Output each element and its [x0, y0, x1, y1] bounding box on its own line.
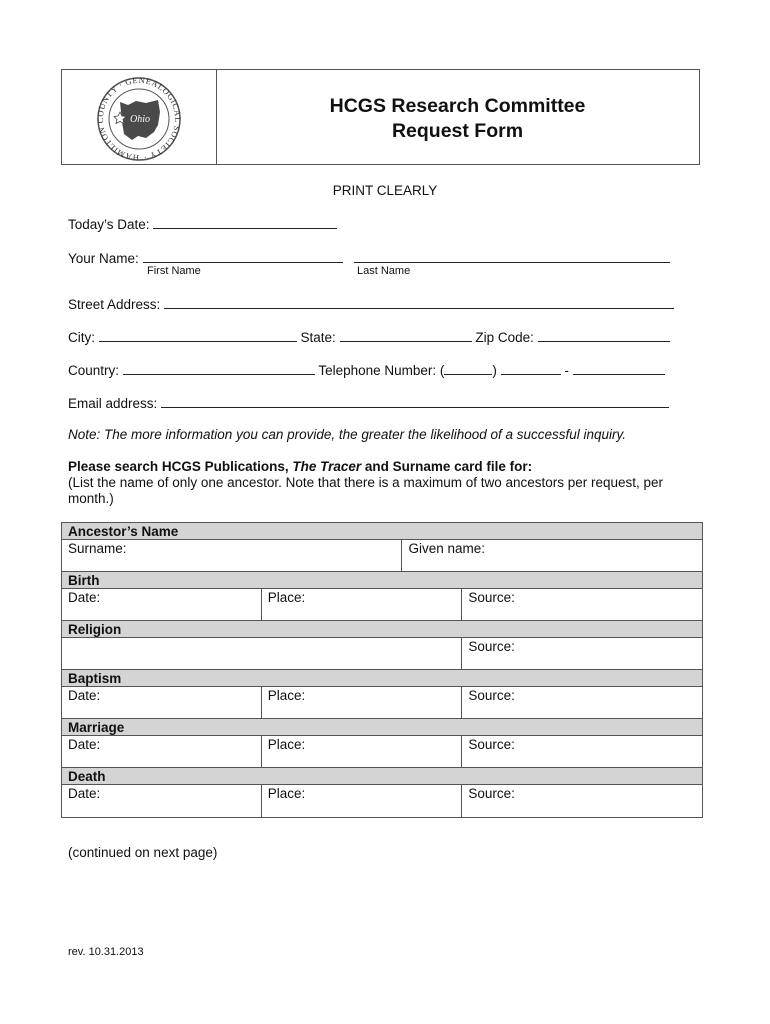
street-address-label: Street Address:: [68, 297, 161, 312]
given-name-cell[interactable]: [402, 540, 703, 572]
title-line-2: Request Form: [391, 120, 524, 142]
birth-source-cell[interactable]: [462, 589, 703, 621]
country-label: Country:: [68, 363, 120, 378]
death-date-cell[interactable]: [62, 785, 262, 818]
note-text: Note: The more information you can provide, the greater the likelihood of a successful inquiry.: [68, 427, 627, 442]
ancestor-table: [61, 522, 703, 818]
marriage-date-cell[interactable]: [62, 736, 262, 768]
instructions-heading-part1: Please search HCGS Publications,: [68, 459, 293, 474]
telephone-dash: -: [564, 363, 569, 378]
death-source-label: Source:: [468, 786, 515, 801]
death-place-label: Place:: [267, 786, 306, 801]
city-field[interactable]: [99, 328, 297, 342]
marriage-source-cell[interactable]: [462, 736, 703, 768]
continued-note: (continued on next page): [68, 845, 218, 860]
instructions-heading-part2: and Surname card file for:: [361, 459, 533, 474]
death-place-cell[interactable]: [261, 785, 462, 818]
baptism-place-label: Place:: [267, 688, 306, 703]
given-name-label: Given name:: [408, 541, 486, 556]
svg-text:HAMILTON COUNTY · GENEALOGICAL: HAMILTON COUNTY · GENEALOGICAL SOCIETY ·: [94, 74, 184, 164]
logo-cell: [62, 70, 217, 164]
country-telephone-row: [68, 361, 665, 378]
street-address-field[interactable]: [164, 295, 674, 309]
revision-label: rev. 10.31.2013: [68, 946, 144, 958]
baptism-place-cell[interactable]: [261, 687, 462, 719]
telephone-label: Telephone Number: (: [318, 363, 445, 378]
your-name-label: Your Name:: [68, 251, 139, 266]
marriage-header: Marriage: [62, 719, 703, 736]
city-state-zip-row: [68, 328, 670, 345]
marriage-source-label: Source:: [468, 737, 515, 752]
ancestors-name-header: Ancestor’s Name: [62, 523, 703, 540]
last-name-caption: Last Name: [357, 265, 411, 277]
header-box: [61, 69, 700, 165]
telephone-prefix-field[interactable]: [501, 361, 561, 375]
title-line-1: HCGS Research Committee: [329, 95, 586, 117]
your-name-row: [68, 249, 670, 266]
city-label: City:: [68, 330, 95, 345]
marriage-date-label: Date:: [68, 737, 101, 752]
religion-cell[interactable]: [62, 638, 462, 670]
telephone-area-code-field[interactable]: [444, 361, 492, 375]
birth-date-label: Date:: [68, 590, 101, 605]
birth-source-label: Source:: [468, 590, 515, 605]
surname-label: Surname:: [68, 541, 127, 556]
surname-cell[interactable]: [62, 540, 402, 572]
todays-date-row: [68, 215, 337, 232]
email-label: Email address:: [68, 396, 158, 411]
todays-date-field[interactable]: [153, 215, 337, 229]
page-title: [216, 94, 699, 144]
religion-source-label: Source:: [468, 639, 515, 654]
print-clearly: PRINT CLEARLY: [332, 183, 438, 198]
death-date-label: Date:: [68, 786, 101, 801]
religion-header: Religion: [62, 621, 703, 638]
zip-code-field[interactable]: [538, 328, 670, 342]
birth-place-cell[interactable]: [261, 589, 462, 621]
state-field[interactable]: [340, 328, 472, 342]
telephone-close-paren: ): [492, 363, 497, 378]
country-field[interactable]: [123, 361, 315, 375]
svg-text:Ohio: Ohio: [130, 114, 150, 125]
email-field[interactable]: [161, 394, 669, 408]
baptism-date-label: Date:: [68, 688, 101, 703]
street-address-row: [68, 295, 674, 312]
telephone-line-field[interactable]: [573, 361, 665, 375]
birth-place-label: Place:: [267, 590, 306, 605]
baptism-header: Baptism: [62, 670, 703, 687]
religion-source-cell[interactable]: [462, 638, 703, 670]
baptism-source-cell[interactable]: [462, 687, 703, 719]
baptism-source-label: Source:: [468, 688, 515, 703]
instructions-heading: [68, 459, 688, 475]
birth-header: Birth: [62, 572, 703, 589]
first-name-field[interactable]: [143, 249, 343, 263]
todays-date-label: Today’s Date:: [68, 217, 150, 232]
birth-date-cell[interactable]: [62, 589, 262, 621]
death-source-cell[interactable]: [462, 785, 703, 818]
last-name-field[interactable]: [354, 249, 670, 263]
society-seal-logo: [62, 70, 216, 164]
baptism-date-cell[interactable]: [62, 687, 262, 719]
email-row: [68, 394, 669, 411]
instructions-detail: (List the name of only one ancestor. Note that there is a maximum of two ancestors per request, per month.): [68, 475, 664, 506]
the-tracer-title: The Tracer: [292, 459, 362, 474]
marriage-place-cell[interactable]: [261, 736, 462, 768]
first-name-caption: First Name: [147, 265, 201, 277]
instructions: [68, 459, 688, 507]
state-label: State:: [300, 330, 336, 345]
zip-code-label: Zip Code:: [475, 330, 534, 345]
marriage-place-label: Place:: [267, 737, 306, 752]
death-header: Death: [62, 768, 703, 785]
